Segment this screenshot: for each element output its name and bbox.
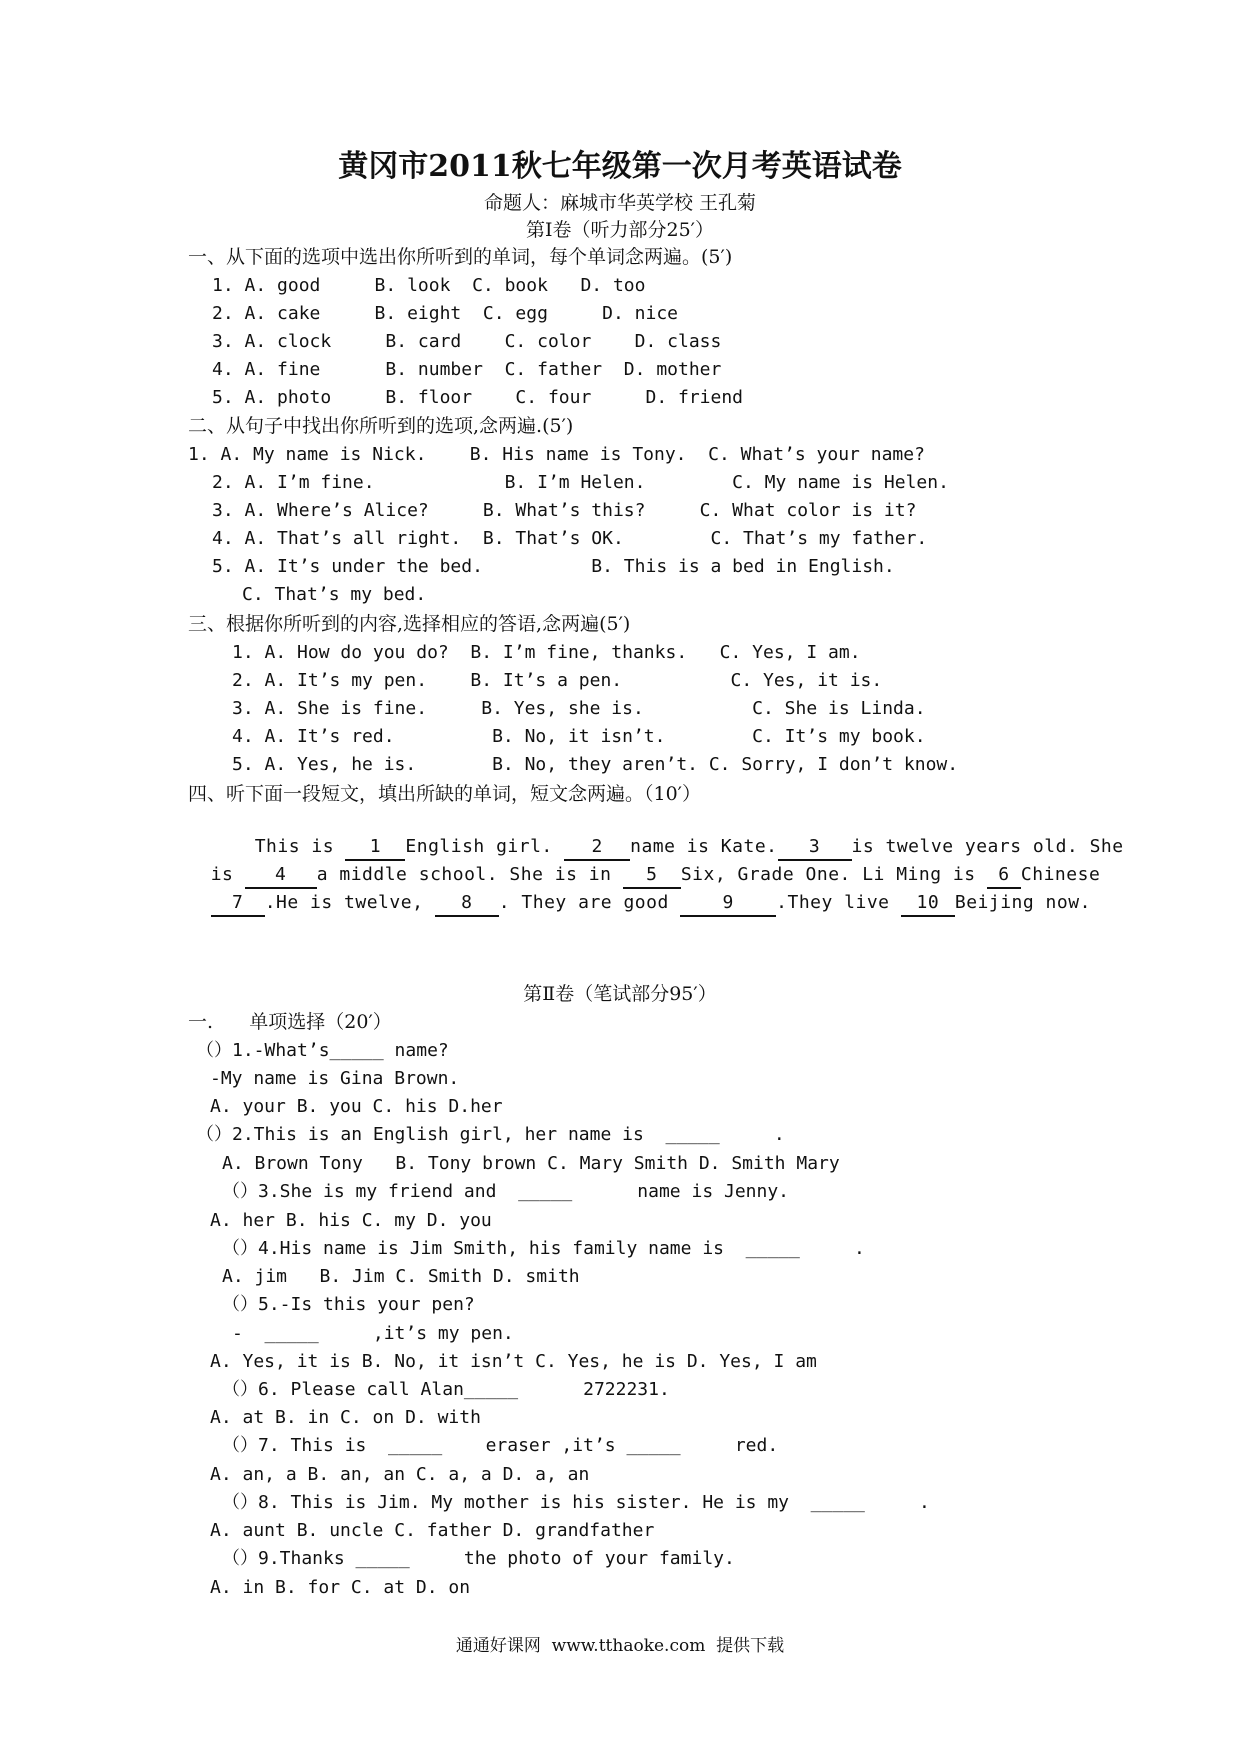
cloze-text: a middle school. She is in [316, 864, 623, 885]
s2-line: 2. A. I’m fine. B. I’m Helen. C. My name is Helen. [212, 472, 949, 493]
s3-line: 3. A. She is fine. B. Yes, she is. C. She is Linda. [232, 698, 926, 719]
cloze-text: .They live [776, 892, 901, 913]
cloze-text: This is [254, 836, 346, 857]
cloze-blank-2[interactable]: 2 [564, 835, 630, 861]
part2-title: 第Ⅱ卷（笔试部分95′） [523, 983, 717, 1005]
w1-line: A. your B. you C. his D.her [210, 1096, 503, 1117]
cloze-blank-7[interactable]: 7 [211, 891, 265, 917]
cloze-blank-8[interactable]: 8 [435, 891, 499, 917]
s2-line: 3. A. Where’s Alice? B. What’s this? C. What color is it? [212, 500, 917, 521]
w1-line: （）8. This is Jim. My mother is his sister. He is my _____ . [222, 1492, 930, 1513]
cloze-text: Beijing now. [954, 892, 1091, 913]
cloze-blank-9[interactable]: 9 [680, 891, 776, 917]
s1-line: 1. A. good B. look C. book D. too [212, 275, 646, 296]
cloze-line-3 [188, 867, 1091, 917]
s3-line: 5. A. Yes, he is. B. No, they aren’t. C. Sorry, I don’t know. [232, 754, 959, 775]
s3-line: 4. A. It’s red. B. No, it isn’t. C. It’s my book. [232, 726, 926, 747]
w1-line: - _____ ,it’s my pen. [232, 1323, 514, 1344]
cloze-text: Chinese [1020, 864, 1101, 885]
w1-line: （）3.She is my friend and _____ name is Jenny. [222, 1181, 790, 1202]
part1-title: 第Ⅰ卷（听力部分25′） [526, 219, 714, 241]
cloze-text: name is Kate. [630, 836, 778, 857]
cloze-blank-10[interactable]: 10 [901, 891, 955, 917]
s1-line: 3. A. clock B. card C. color D. class [212, 331, 722, 352]
s2-line: 4. A. That’s all right. B. That’s OK. C. That’s my father. [212, 528, 928, 549]
footer-credit: 通通好课网 www.tthaoke.com 提供下载 [455, 1636, 785, 1656]
w1-line: -My name is Gina Brown. [210, 1068, 460, 1089]
s1-line: 5. A. photo B. floor C. four D. friend [212, 387, 744, 408]
w1-line: （）7. This is _____ eraser ,it’s _____ red. [222, 1435, 779, 1456]
cloze-blank-3[interactable]: 3 [778, 835, 852, 861]
cloze-text: Six, Grade One. Li Ming is [680, 864, 987, 885]
w1-line: A. an, a B. an, an C. a, a D. a, an [210, 1464, 590, 1485]
cloze-text: is [210, 864, 245, 885]
cloze-blank-1[interactable]: 1 [345, 835, 405, 861]
s1-heading: 一、从下面的选项中选出你所听到的单词，每个单词念两遍。(5′) [188, 246, 733, 268]
w1-line: （）9.Thanks _____ the photo of your family. [222, 1548, 735, 1569]
s2-line: 5. A. It’s under the bed. B. This is a bed in English. [212, 556, 895, 577]
w1-line: A. Brown Tony B. Tony brown C. Mary Smith D. Smith Mary [222, 1153, 840, 1174]
w1-line: A. Yes, it is B. No, it isn’t C. Yes, he is D. Yes, I am [210, 1351, 817, 1372]
cloze-blank-6[interactable]: 6 [987, 863, 1021, 889]
author-line: 命题人：麻城市华英学校 王孔菊 [483, 192, 757, 214]
exam-title: 黄冈市2011秋七年级第一次月考英语试卷 [338, 149, 902, 184]
s3-line: 2. A. It’s my pen. B. It’s a pen. C. Yes, it is. [232, 670, 883, 691]
w1-line: （）4.His name is Jim Smith, his family name is _____ . [222, 1238, 865, 1259]
s1-line: 4. A. fine B. number C. father D. mother [212, 359, 722, 380]
s2-line: 1. A. My name is Nick. B. His name is Tony. C. What’s your name? [188, 444, 925, 465]
w1-heading: 一. 单项选择（20′） [188, 1011, 392, 1033]
s4-heading: 四、听下面一段短文，填出所缺的单词，短文念两遍。（10′） [188, 783, 701, 805]
s2-heading: 二、从句子中找出你所听到的选项,念两遍.(5′) [188, 415, 574, 437]
cloze-text: English girl. [405, 836, 565, 857]
s1-line: 2. A. cake B. eight C. egg D. nice [212, 303, 678, 324]
w1-line: A. at B. in C. on D. with [210, 1407, 481, 1428]
cloze-text: . They are good [498, 892, 681, 913]
w1-line: A. her B. his C. my D. you [210, 1210, 492, 1231]
s3-heading: 三、根据你所听到的内容,选择相应的答语,念两遍(5′) [188, 613, 631, 635]
s3-line: 1. A. How do you do? B. I’m fine, thanks. C. Yes, I am. [232, 642, 861, 663]
cloze-blank-5[interactable]: 5 [623, 863, 681, 889]
s2-line: C. That’s my bed. [242, 584, 427, 605]
cloze-blank-4[interactable]: 4 [245, 863, 317, 889]
cloze-text: .He is twelve, [264, 892, 435, 913]
w1-line: A. in B. for C. at D. on [210, 1577, 471, 1598]
w1-line: A. jim B. Jim C. Smith D. smith [222, 1266, 580, 1287]
w1-line: （）1.-What’s_____ name? [196, 1040, 449, 1061]
cloze-text: is twelve years old. She [851, 836, 1124, 857]
w1-line: A. aunt B. uncle C. father D. grandfather [210, 1520, 655, 1541]
w1-line: （）6. Please call Alan_____ 2722231. [222, 1379, 670, 1400]
w1-line: （）2.This is an English girl, her name is _____ . [196, 1124, 785, 1145]
w1-line: （）5.-Is this your pen? [222, 1294, 475, 1315]
